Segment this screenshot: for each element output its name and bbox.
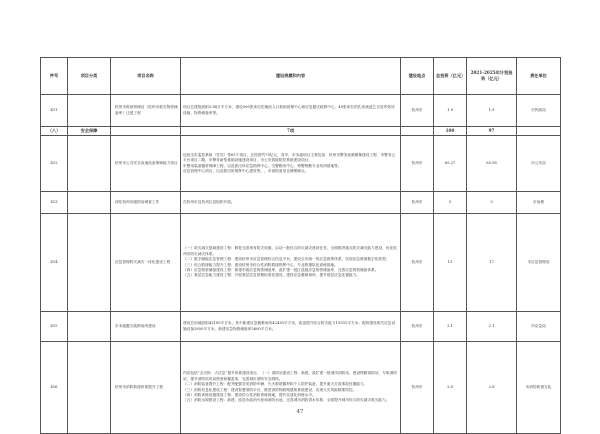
cell-plan: 65.58 [467,136,517,192]
cell-location: 杭州市 [401,192,434,214]
cell-category [68,192,111,214]
header-unit: 责任单位 [517,58,561,95]
content-line: 市警用装备器材保障工程、以及派出所应急指挥中心、交警勤务中心、特警特勤专业培训基地等。 [183,163,342,168]
section-name-empty [111,127,181,136]
cell-total: 13 [434,214,467,312]
section-unit-empty [517,127,561,136]
cell-content [181,192,401,214]
cell-plan: 5 [467,192,517,214]
table-row-414 [41,214,561,312]
cell-total: 5 [434,192,467,214]
cell-no: 414 [41,214,68,312]
content-line: （四）应急物资储备建设工程：新建市级应急物资储备库，改扩建一批区县级应急物资储备库，完善应急物资储备体系。 [183,267,379,272]
content-line: （二）数字赋能应急管理工程：建设杭州市应急管理综合信息平台，建设全市统一的应急指挥体系，实现应急救援数字化转型。 [183,257,390,262]
header-no: 序号 [41,58,68,95]
cell-location: 杭州市 [401,95,434,127]
header-location: 建设地点 [401,58,434,95]
cell-content [181,342,401,434]
content-line: 包括全市监控系统（雪亮）等62个项目，总投资约70亿元，其中，市本级项目主要包括：杭州市警务视频图像建设工程、市警务云平台项目二期、市警务新型基础设施建设项目、市公安智能防控系统建设项目、 [183,152,396,163]
cell-content [181,312,401,342]
content-line: （五）消防水源建设工程：新建、改造市政消火栓和消防水池，完善城市消防供水体系，全面提升城市综合防灾减灾救灾能力。 [183,398,390,403]
cell-category [68,136,111,192]
cell-plan: 1.9 [467,95,517,127]
section-total: 100 [434,127,467,136]
cell-no: 412 [41,136,68,192]
cell-name: 杭州市公共安全高速设备保障能力项目 [111,136,181,192]
content-line: 应急管理中心项目，以及派出所指挥中心建设等，，市消防备用仓储保障点。 [183,168,309,173]
table-row-412 [41,136,561,192]
cell-plan: 2.1 [467,312,517,342]
section-category: 安全保障 [68,127,111,136]
section-index: （八） [41,127,68,136]
table-row-416 [41,342,561,434]
cell-category [68,342,111,434]
cell-location: 杭州市 [401,214,434,312]
table-header-row [41,58,561,95]
cell-unit: 市应急管理局 [517,214,561,312]
cell-total: 65.27 [434,136,467,192]
cell-name: 深化杭州市级防治调查工作 [111,192,181,214]
cell-category [68,95,111,127]
cell-no: 415 [41,312,68,342]
page-number: 47 [296,409,304,415]
content-line: 在杭州市及杭州区县组织开展。 [183,199,235,204]
section-row [41,127,561,136]
cell-content [181,214,401,312]
content-line: （四）消防训练设施建设工程：建设综合性消防训练基地，提升实战化训练水平。 [183,392,316,397]
cell-plan: 17 [467,214,517,312]
content-line: （三）综合救援能力提升工程：建设杭州市综合性消防救援指挥中心、专业救援队伍训练基地。 [183,262,338,267]
content-line: 建设总用地面积43100平方米，其中新建应急避难场所42430平方米，改造提升综合防灾能力13291平方米；配套建设相关应急设施设备2850平方米，新建应急物资储备库2600平方米。 [183,321,396,331]
cell-content [181,95,401,127]
cell-name: 应急管理防灾减灾一体化建设工程 [111,214,181,312]
cell-plan: 2.8 [467,342,517,434]
cell-unit: 市民政局 [517,95,561,127]
project-table [40,57,561,434]
cell-total: 2.8 [434,342,467,434]
header-name: 项目名称 [111,58,181,95]
header-total: 总投资（亿元） [434,58,467,95]
table-row-411 [41,95,561,127]
section-count: 7项 [181,127,401,136]
cell-unit: 市公安局 [517,136,561,192]
header-category: 项目分类 [68,58,111,95]
header-content: 建设规模和内容 [181,58,401,95]
cell-content [181,136,401,192]
cell-category [68,214,111,312]
cell-no: 413 [41,192,68,214]
cell-total: 1.9 [434,95,467,127]
content-line: 项目总建筑面积3.84万平方米，建设500张床位的流浪人口救助管理中心和应急避灾疏散中心、49张床位的孔家流浪乞讨及军休所设施、物资储备库等。 [183,105,395,115]
content-line: （一）防灾减灾基础建设工程：修复完善现有防灾设施，启动一批综合防灾减灾建设任务，全面推进重点防灾减灾能力建设，优化杭州市防灾减灾体系。 [183,246,397,256]
content-line: （五）基层应急能力建设工程：开展基层应急管理标准化建设，建设应急避难场所，提升基层应急处置能力。 [183,273,360,278]
content-line: （二）消防装备提升工程：配齐配强各类消防车辆、灭火救援器材和个人防护装备，提升重大灾害事故处置能力。 [183,382,368,387]
cell-no: 416 [41,342,68,434]
cell-location: 杭州市 [401,136,434,192]
table-row-413 [41,192,561,214]
document-page [40,57,560,434]
cell-unit: 市治理 [517,192,561,214]
section-location-empty [401,127,434,136]
cell-location: 杭州市 [401,342,434,434]
cell-location: 杭州市 [401,312,434,342]
cell-total: 2.1 [434,312,467,342]
table-row-415 [41,312,561,342]
header-plan: 2021-2025年计划投资（亿元） [467,58,517,95]
cell-name: 杭州市救助管理站（杭州市救灾物资储备库）迁建工程 [111,95,181,127]
content-line: 内容包括“全灾种、大应急”提升体系建设项目，（一）消防站建设工程：新建、改扩建一批城市消防站，建设特勤消防站、专职消防站，提升消防站布局密度和覆盖率，完善城市消防安全网络。 [183,371,397,381]
cell-unit: 市应急局 [517,312,561,342]
cell-name: 市本级避灾疏散场所建设 [111,312,181,342]
cell-no: 411 [41,95,68,127]
content-line: （三）消防信息化建设工程：建设智慧消防平台，推进消防物联网感知系统建设，实现火灾风险精准防控。 [183,387,357,392]
cell-category [68,312,111,342]
section-plan: 97 [467,127,517,136]
cell-unit: 市消防救援支队 [517,342,561,434]
cell-name: 杭州市消防救援体系提升工程 [111,342,181,434]
